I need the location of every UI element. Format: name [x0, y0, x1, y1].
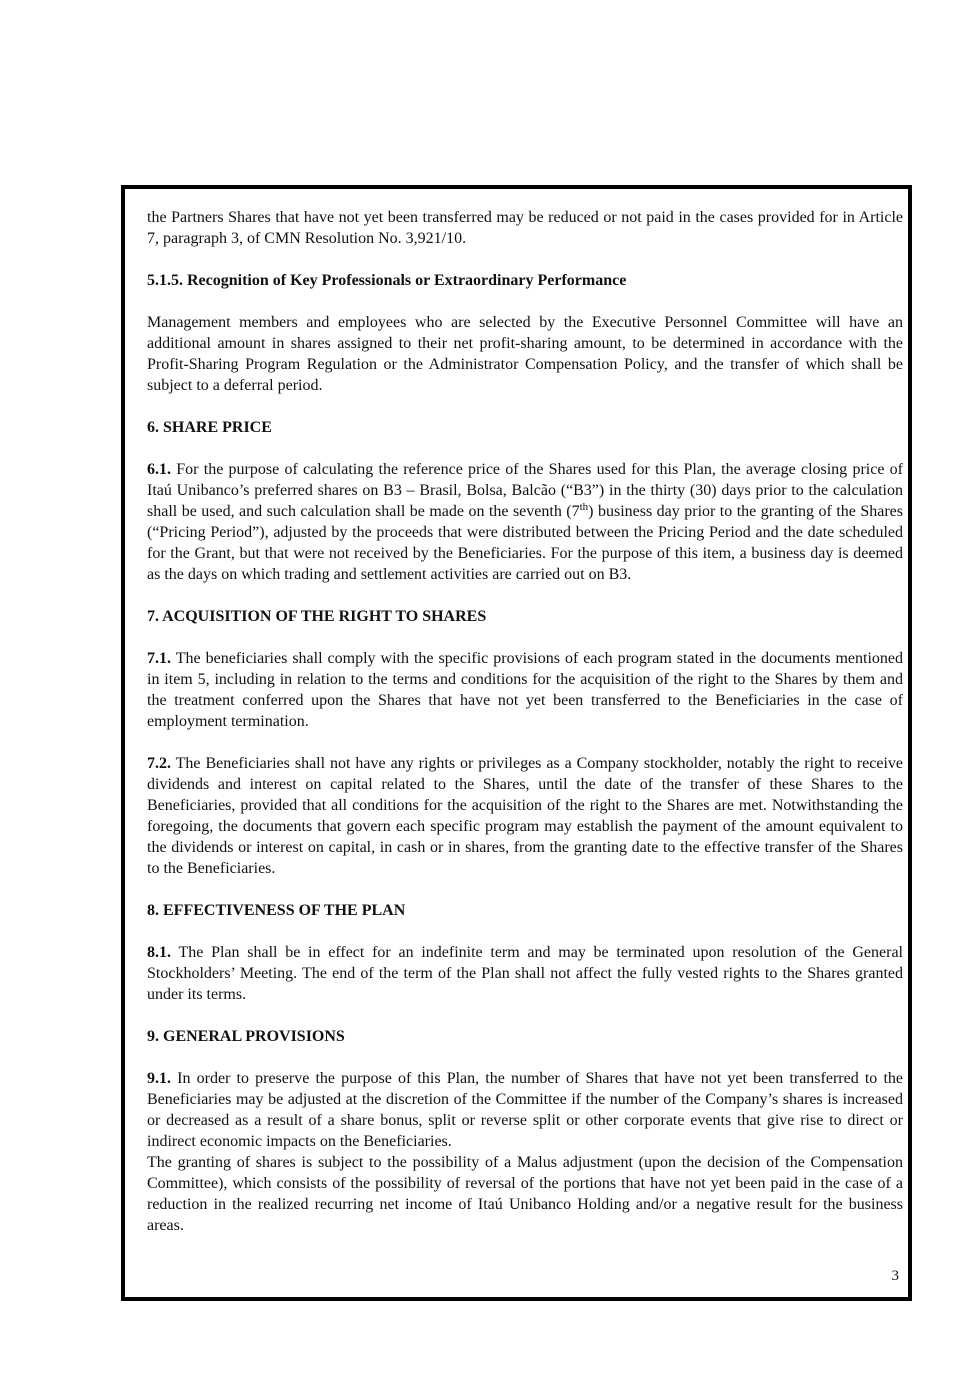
- section-6-1-paragraph: [147, 459, 903, 585]
- clause-text: ) business day prior to the granting of the Shares (“Pricing Period”), adjusted by the proceeds that were distributed between the Pricing Period and the date scheduled for the Grant, but that were not received by the Beneficiaries. For the purpose of this item, a business day is deemed as the days on which trading and settlement activities are carried out on B3.: [147, 503, 903, 583]
- malus-paragraph: The granting of shares is subject to the possibility of a Malus adjustment (upon the decision of the Compensation Committee), which consists of the possibility of reversal of the portions that have not yet been paid in the case of a reduction in the realized recurring net income of Itaú Unibanco Holding and/or a negative result for the business areas.: [147, 1154, 903, 1234]
- document-body: [147, 207, 903, 1236]
- page-frame: [121, 185, 912, 1301]
- clause-text: The beneficiaries shall comply with the specific provisions of each program stated in the documents mentioned in item 5, including in relation to the terms and conditions for the acquisition of the right to the Shares by them and the treatment conferred upon the Shares that have not yet been transferred to the Beneficiaries in the case of employment termination.: [147, 650, 903, 730]
- clause-text: For the purpose of calculating the reference price of the Shares used for this Plan, the average closing price of Itaú Unibanco’s preferred shares on B3 – Brasil, Bolsa, Balcão (“B3”) in the thirty (30) days prior to the calculation shall be used, and such calculation shall be made on the seventh (7: [147, 461, 903, 520]
- clause-text: The Plan shall be in effect for an indefinite term and may be terminated upon resolution of the General Stockholders’ Meeting. The end of the term of the Plan shall not affect the fully vested rights to the Shares granted under its terms.: [147, 944, 903, 1003]
- clause-number: 9.1.: [147, 1070, 171, 1087]
- clause-number: 7.2.: [147, 755, 171, 772]
- section-7-1-paragraph: [147, 648, 903, 732]
- clause-number: 8.1.: [147, 944, 171, 961]
- clause-text: In order to preserve the purpose of this Plan, the number of Shares that have not yet been transferred to the Beneficiaries may be adjusted at the discretion of the Committee if the number of the Company’s shares is increased or decreased as a result of a share bonus, split or reverse split or other corporate events that give rise to direct or indirect economic impacts on the Beneficiaries.: [147, 1070, 903, 1150]
- section-6-heading: 6. SHARE PRICE: [147, 419, 272, 436]
- section-7-heading: 7. ACQUISITION OF THE RIGHT TO SHARES: [147, 608, 487, 625]
- page-number: 3: [891, 1268, 899, 1284]
- section-8-1-paragraph: [147, 942, 903, 1005]
- intro-paragraph: the Partners Shares that have not yet been transferred may be reduced or not paid in the cases provided for in Article 7, paragraph 3, of CMN Resolution No. 3,921/10.: [147, 209, 903, 247]
- section-5-1-5-heading: 5.1.5. Recognition of Key Professionals or Extraordinary Performance: [147, 272, 627, 289]
- clause-number: 7.1.: [147, 650, 171, 667]
- section-9-1-paragraph: [147, 1068, 903, 1152]
- section-8-heading: 8. EFFECTIVENESS OF THE PLAN: [147, 902, 406, 919]
- section-5-1-5-paragraph: Management members and employees who are selected by the Executive Personnel Committee will have an additional amount in shares assigned to their net profit-sharing amount, to be determined in accordance with the Profit-Sharing Program Regulation or the Administrator Compensation Policy, and the transfer of which shall be subject to a deferral period.: [147, 314, 903, 394]
- section-9-heading: 9. GENERAL PROVISIONS: [147, 1028, 345, 1045]
- superscript: th: [579, 501, 589, 513]
- clause-text: The Beneficiaries shall not have any rights or privileges as a Company stockholder, notably the right to receive dividends and interest on capital related to the Shares, until the date of the transfer of these Shares to the Beneficiaries, provided that all conditions for the acquisition of the right to the Shares are met. Notwithstanding the foregoing, the documents that govern each specific program may establish the payment of the amount equivalent to the dividends or interest on capital, in cash or in shares, from the granting date to the effective transfer of the Shares to the Beneficiaries.: [147, 755, 903, 877]
- section-7-2-paragraph: [147, 753, 903, 879]
- clause-number: 6.1.: [147, 461, 171, 478]
